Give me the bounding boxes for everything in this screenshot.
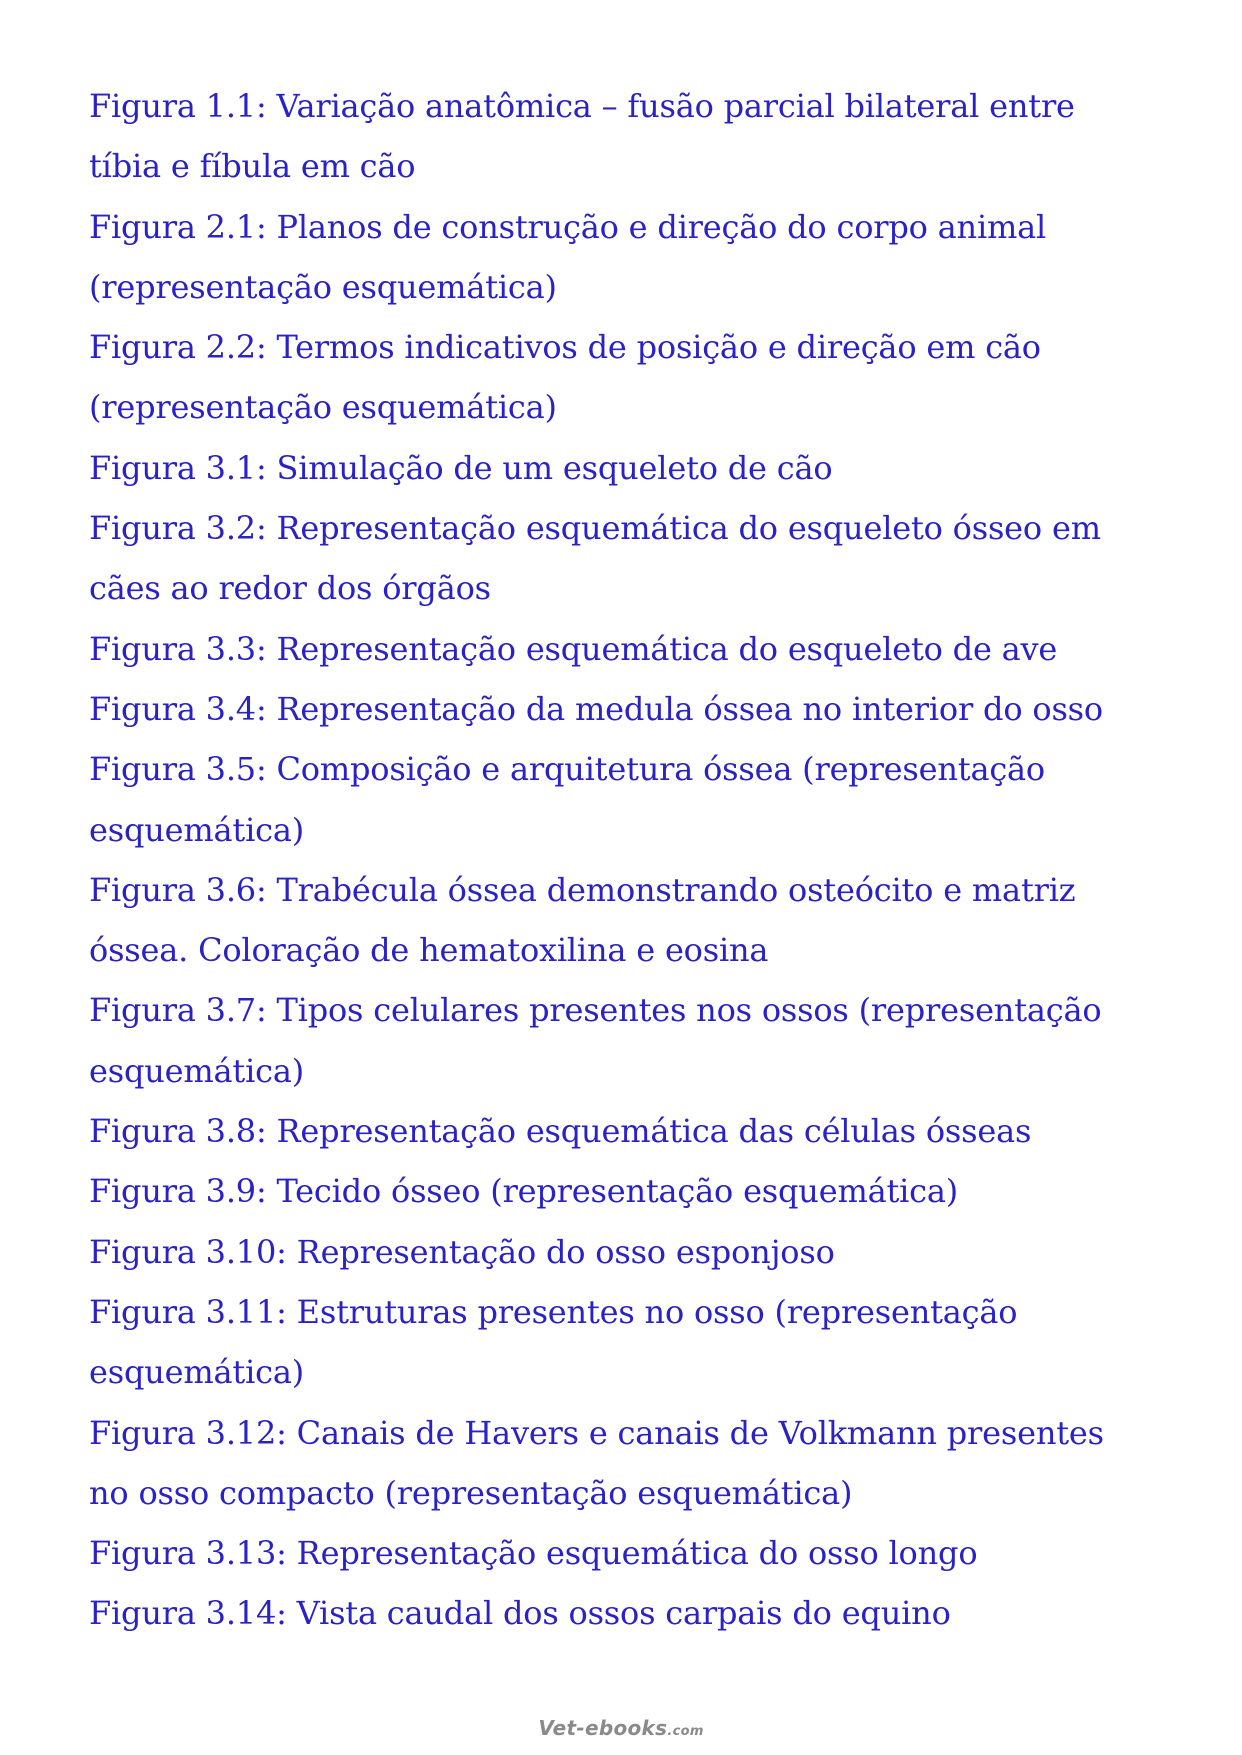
list-item	[89, 1523, 1149, 1583]
figure-caption-line: Figura 3.13: Representação esquemática do osso longo	[89, 1534, 978, 1573]
figure-link-3-3[interactable]	[89, 630, 1057, 668]
figure-caption-line: esquemática)	[89, 1353, 304, 1392]
figure-caption-line: Figura 3.12: Canais de Havers e canais de Volkmann presentes	[89, 1413, 1104, 1452]
list-item	[89, 438, 1149, 498]
figure-link-3-6[interactable]	[89, 871, 1075, 969]
figure-link-2-2[interactable]	[89, 328, 1041, 426]
figure-link-3-7[interactable]	[89, 991, 1101, 1089]
list-item	[89, 980, 1149, 1101]
list-item	[89, 739, 1149, 860]
figure-caption-line: óssea. Coloração de hematoxilina e eosina	[89, 931, 769, 970]
figure-caption-line: Figura 1.1: Variação anatômica – fusão parcial bilateral entre	[89, 87, 1075, 125]
figure-caption-line: Figura 3.10: Representação do osso esponjoso	[89, 1232, 835, 1271]
list-item	[89, 619, 1149, 679]
figure-caption-line: Figura 3.8: Representação esquemática das células ósseas	[89, 1112, 1032, 1151]
figure-caption-line: no osso compacto (representação esquemática)	[89, 1473, 853, 1512]
figure-caption-line: Figura 3.7: Tipos celulares presentes nos ossos (representação	[89, 991, 1102, 1030]
figure-link-2-1[interactable]	[89, 208, 1046, 306]
figure-caption-line: cães ao redor dos órgãos	[89, 569, 491, 608]
figure-caption-line: tíbia e fíbula em cão	[89, 147, 416, 186]
figure-link-3-11[interactable]	[89, 1293, 1017, 1391]
figure-link-3-12[interactable]	[89, 1414, 1104, 1512]
figure-link-3-2[interactable]	[89, 509, 1101, 607]
watermark-logo	[0, 1716, 1242, 1740]
figure-caption-line: (representação esquemática)	[89, 267, 557, 306]
figure-link-3-10[interactable]	[89, 1233, 835, 1271]
figure-caption-line: Figura 3.11: Estruturas presentes no osso (representação	[89, 1292, 1018, 1331]
figure-caption-line: Figura 3.9: Tecido ósseo (representação esquemática)	[89, 1172, 959, 1211]
list-item	[89, 860, 1149, 981]
figure-caption-line: Figura 3.3: Representação esquemática do esqueleto de ave	[89, 629, 1058, 668]
figure-link-3-4[interactable]	[89, 690, 1103, 728]
figure-link-3-9[interactable]	[89, 1172, 958, 1210]
figure-caption-line: Figura 3.14: Vista caudal dos ossos carpais do equino	[89, 1594, 951, 1633]
figure-link-3-5[interactable]	[89, 750, 1045, 848]
list-item	[89, 1403, 1149, 1524]
list-item	[89, 1161, 1149, 1221]
figure-caption-line: Figura 2.1: Planos de construção e direção do corpo animal	[89, 207, 1047, 246]
list-item	[89, 1282, 1149, 1403]
figure-caption-line: esquemática)	[89, 810, 304, 849]
figure-caption-line: Figura 3.6: Trabécula óssea demonstrando osteócito e matriz	[89, 870, 1076, 909]
list-item	[89, 76, 1149, 197]
list-item	[89, 498, 1149, 619]
figure-link-3-8[interactable]	[89, 1112, 1031, 1150]
list-item	[89, 1583, 1149, 1643]
list-item	[89, 317, 1149, 438]
list-item	[89, 1222, 1149, 1282]
figure-caption-line: (representação esquemática)	[89, 388, 557, 427]
figure-caption-line: Figura 3.5: Composição e arquitetura óssea (representação	[89, 750, 1045, 789]
figure-link-3-13[interactable]	[89, 1534, 977, 1572]
figure-caption-line: Figura 3.2: Representação esquemática do esqueleto ósseo em	[89, 509, 1101, 548]
watermark-brand: Vet-ebooks	[538, 1716, 668, 1740]
figure-caption-line: Figura 3.1: Simulação de um esqueleto de cão	[89, 448, 833, 487]
figure-link-3-1[interactable]	[89, 449, 832, 487]
figure-caption-line: Figura 2.2: Termos indicativos de posição e direção em cão	[89, 328, 1041, 367]
list-item	[89, 197, 1149, 318]
figure-caption-line: Figura 3.4: Representação da medula óssea no interior do osso	[89, 689, 1103, 728]
list-of-figures	[89, 76, 1149, 1644]
list-item	[89, 1101, 1149, 1161]
list-item	[89, 679, 1149, 739]
figure-link-1-1[interactable]	[89, 87, 1075, 185]
watermark-suffix: .com	[667, 1724, 704, 1739]
figure-caption-line: esquemática)	[89, 1051, 304, 1090]
figure-link-3-14[interactable]	[89, 1594, 951, 1632]
